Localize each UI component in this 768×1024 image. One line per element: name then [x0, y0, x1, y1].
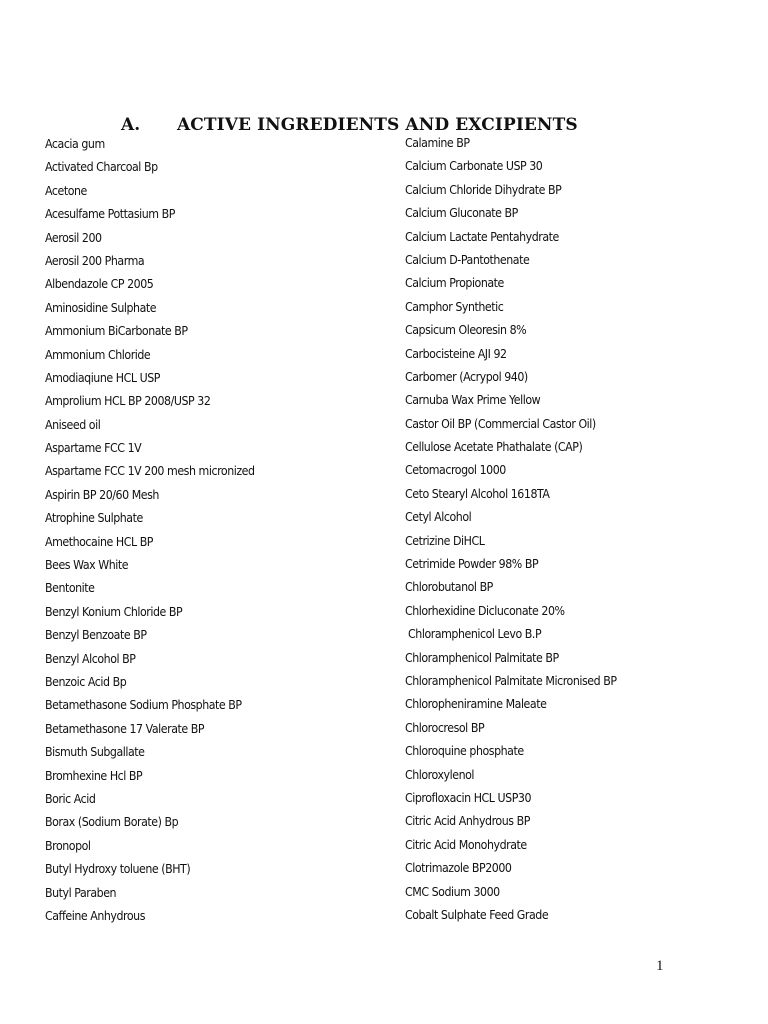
ingredients-list-left	[45, 133, 255, 928]
section-title: ACTIVE INGREDIENTS AND EXCIPIENTS	[177, 115, 578, 135]
ingredient-item: Aspartame FCC 1V	[45, 441, 142, 456]
ingredient-item: Aerosil 200 Pharma	[45, 253, 145, 268]
ingredient-item: Cellulose Acetate Phathalate (CAP)	[405, 440, 583, 455]
ingredient-item: Chlorhexidine Dicluconate 20%	[405, 603, 565, 618]
ingredient-item: Carnuba Wax Prime Yellow	[405, 393, 541, 408]
ingredient-item: Calcium Carbonate USP 30	[405, 159, 543, 174]
ingredient-item: Ammonium Chloride	[45, 347, 151, 362]
ingredient-item: Cetyl Alcohol	[405, 510, 472, 525]
ingredient-item: Acacia gum	[45, 137, 105, 151]
ingredient-item: Bees Wax White	[45, 558, 129, 573]
ingredient-item: Acesulfame Pottasium BP	[45, 207, 175, 222]
ingredient-item: Chloramphenicol Levo B.P	[405, 627, 542, 642]
page-number: 1	[656, 958, 664, 974]
ingredient-item: Chloramphenicol Palmitate BP	[405, 650, 559, 665]
ingredient-item: Chlorobutanol BP	[405, 580, 493, 595]
ingredient-item: Calcium Chloride Dihydrate BP	[405, 182, 562, 197]
ingredient-item: Aminosidine Sulphate	[45, 300, 157, 315]
section-letter: A.	[121, 115, 141, 135]
ingredient-item: Clotrimazole BP2000	[405, 861, 512, 876]
ingredient-item: Cetomacrogol 1000	[405, 463, 506, 478]
ingredient-item: CMC Sodium 3000	[405, 884, 500, 899]
ingredient-item: Ammonium BiCarbonate BP	[45, 324, 188, 339]
ingredient-item: Albendazole CP 2005	[45, 277, 154, 292]
ingredient-item: Benzyl Konium Chloride BP	[45, 604, 183, 619]
ingredient-item: Carbomer (Acrypol 940)	[405, 369, 528, 384]
ingredient-item: Bismuth Subgallate	[45, 745, 145, 760]
ingredient-item: Camphor Synthetic	[405, 299, 504, 314]
ingredient-item: Calcium Propionate	[405, 276, 504, 291]
ingredient-item: Chloroquine phosphate	[405, 744, 524, 759]
ingredient-item: Bentonite	[45, 581, 95, 596]
ingredient-item: Butyl Hydroxy toluene (BHT)	[45, 862, 191, 877]
ingredient-item: Amethocaine HCL BP	[45, 534, 154, 549]
ingredient-item: Acetone	[45, 183, 87, 198]
ingredient-item: Cetrimide Powder 98% BP	[405, 557, 539, 572]
ingredient-item: Citric Acid Monohydrate	[405, 837, 527, 852]
ingredient-item: Betamethasone Sodium Phosphate BP	[45, 698, 242, 713]
ingredient-item: Aniseed oil	[45, 417, 101, 432]
ingredient-item: Chlorocresol BP	[405, 720, 485, 735]
ingredient-item: Borax (Sodium Borate) Bp	[45, 815, 179, 830]
ingredient-item: Benzyl Alcohol BP	[45, 651, 136, 666]
ingredient-item: Amprolium HCL BP 2008/USP 32	[45, 394, 211, 409]
ingredients-list-right	[405, 132, 617, 927]
ingredient-item: Benzyl Benzoate BP	[45, 628, 147, 643]
ingredient-item: Cobalt Sulphate Feed Grade	[405, 907, 549, 922]
ingredient-item: Citric Acid Anhydrous BP	[405, 814, 530, 829]
ingredient-item: Aspirin BP 20/60 Mesh	[45, 487, 159, 502]
ingredient-item: Capsicum Oleoresin 8%	[405, 323, 527, 338]
ingredient-item: Castor Oil BP (Commercial Castor Oil)	[405, 416, 596, 431]
ingredient-item: Calamine BP	[405, 136, 470, 150]
ingredient-item: Calcium Lactate Pentahydrate	[405, 229, 559, 244]
ingredient-item: Caffeine Anhydrous	[45, 908, 146, 923]
ingredient-item: Ciprofloxacin HCL USP30	[405, 790, 532, 805]
ingredient-item: Chloropheniramine Maleate	[405, 697, 547, 712]
ingredient-item: Bronopol	[45, 838, 91, 853]
ingredient-item: Butyl Paraben	[45, 885, 117, 900]
ingredient-item: Aerosil 200	[45, 230, 102, 245]
ingredient-item: Calcium Gluconate BP	[405, 206, 518, 221]
ingredient-item: Bromhexine Hcl BP	[45, 768, 143, 783]
ingredient-item: Cetrizine DiHCL	[405, 533, 485, 548]
ingredient-item: Chloroxylenol	[405, 767, 475, 782]
ingredient-item: Betamethasone 17 Valerate BP	[45, 721, 205, 736]
ingredient-item: Chloramphenicol Palmitate Micronised BP	[405, 673, 617, 688]
ingredient-item: Boric Acid	[45, 791, 96, 806]
ingredient-item: Benzoic Acid Bp	[45, 674, 127, 689]
ingredient-item: Activated Charcoal Bp	[45, 160, 158, 175]
ingredient-item: Ceto Stearyl Alcohol 1618TA	[405, 486, 550, 501]
ingredient-item: Amodiaqiune HCL USP	[45, 370, 160, 385]
ingredient-item: Carbocisteine AJI 92	[405, 346, 507, 361]
ingredient-item: Calcium D-Pantothenate	[405, 252, 530, 267]
ingredient-item: Aspartame FCC 1V 200 mesh micronized	[45, 464, 255, 479]
ingredient-item: Atrophine Sulphate	[45, 511, 143, 526]
